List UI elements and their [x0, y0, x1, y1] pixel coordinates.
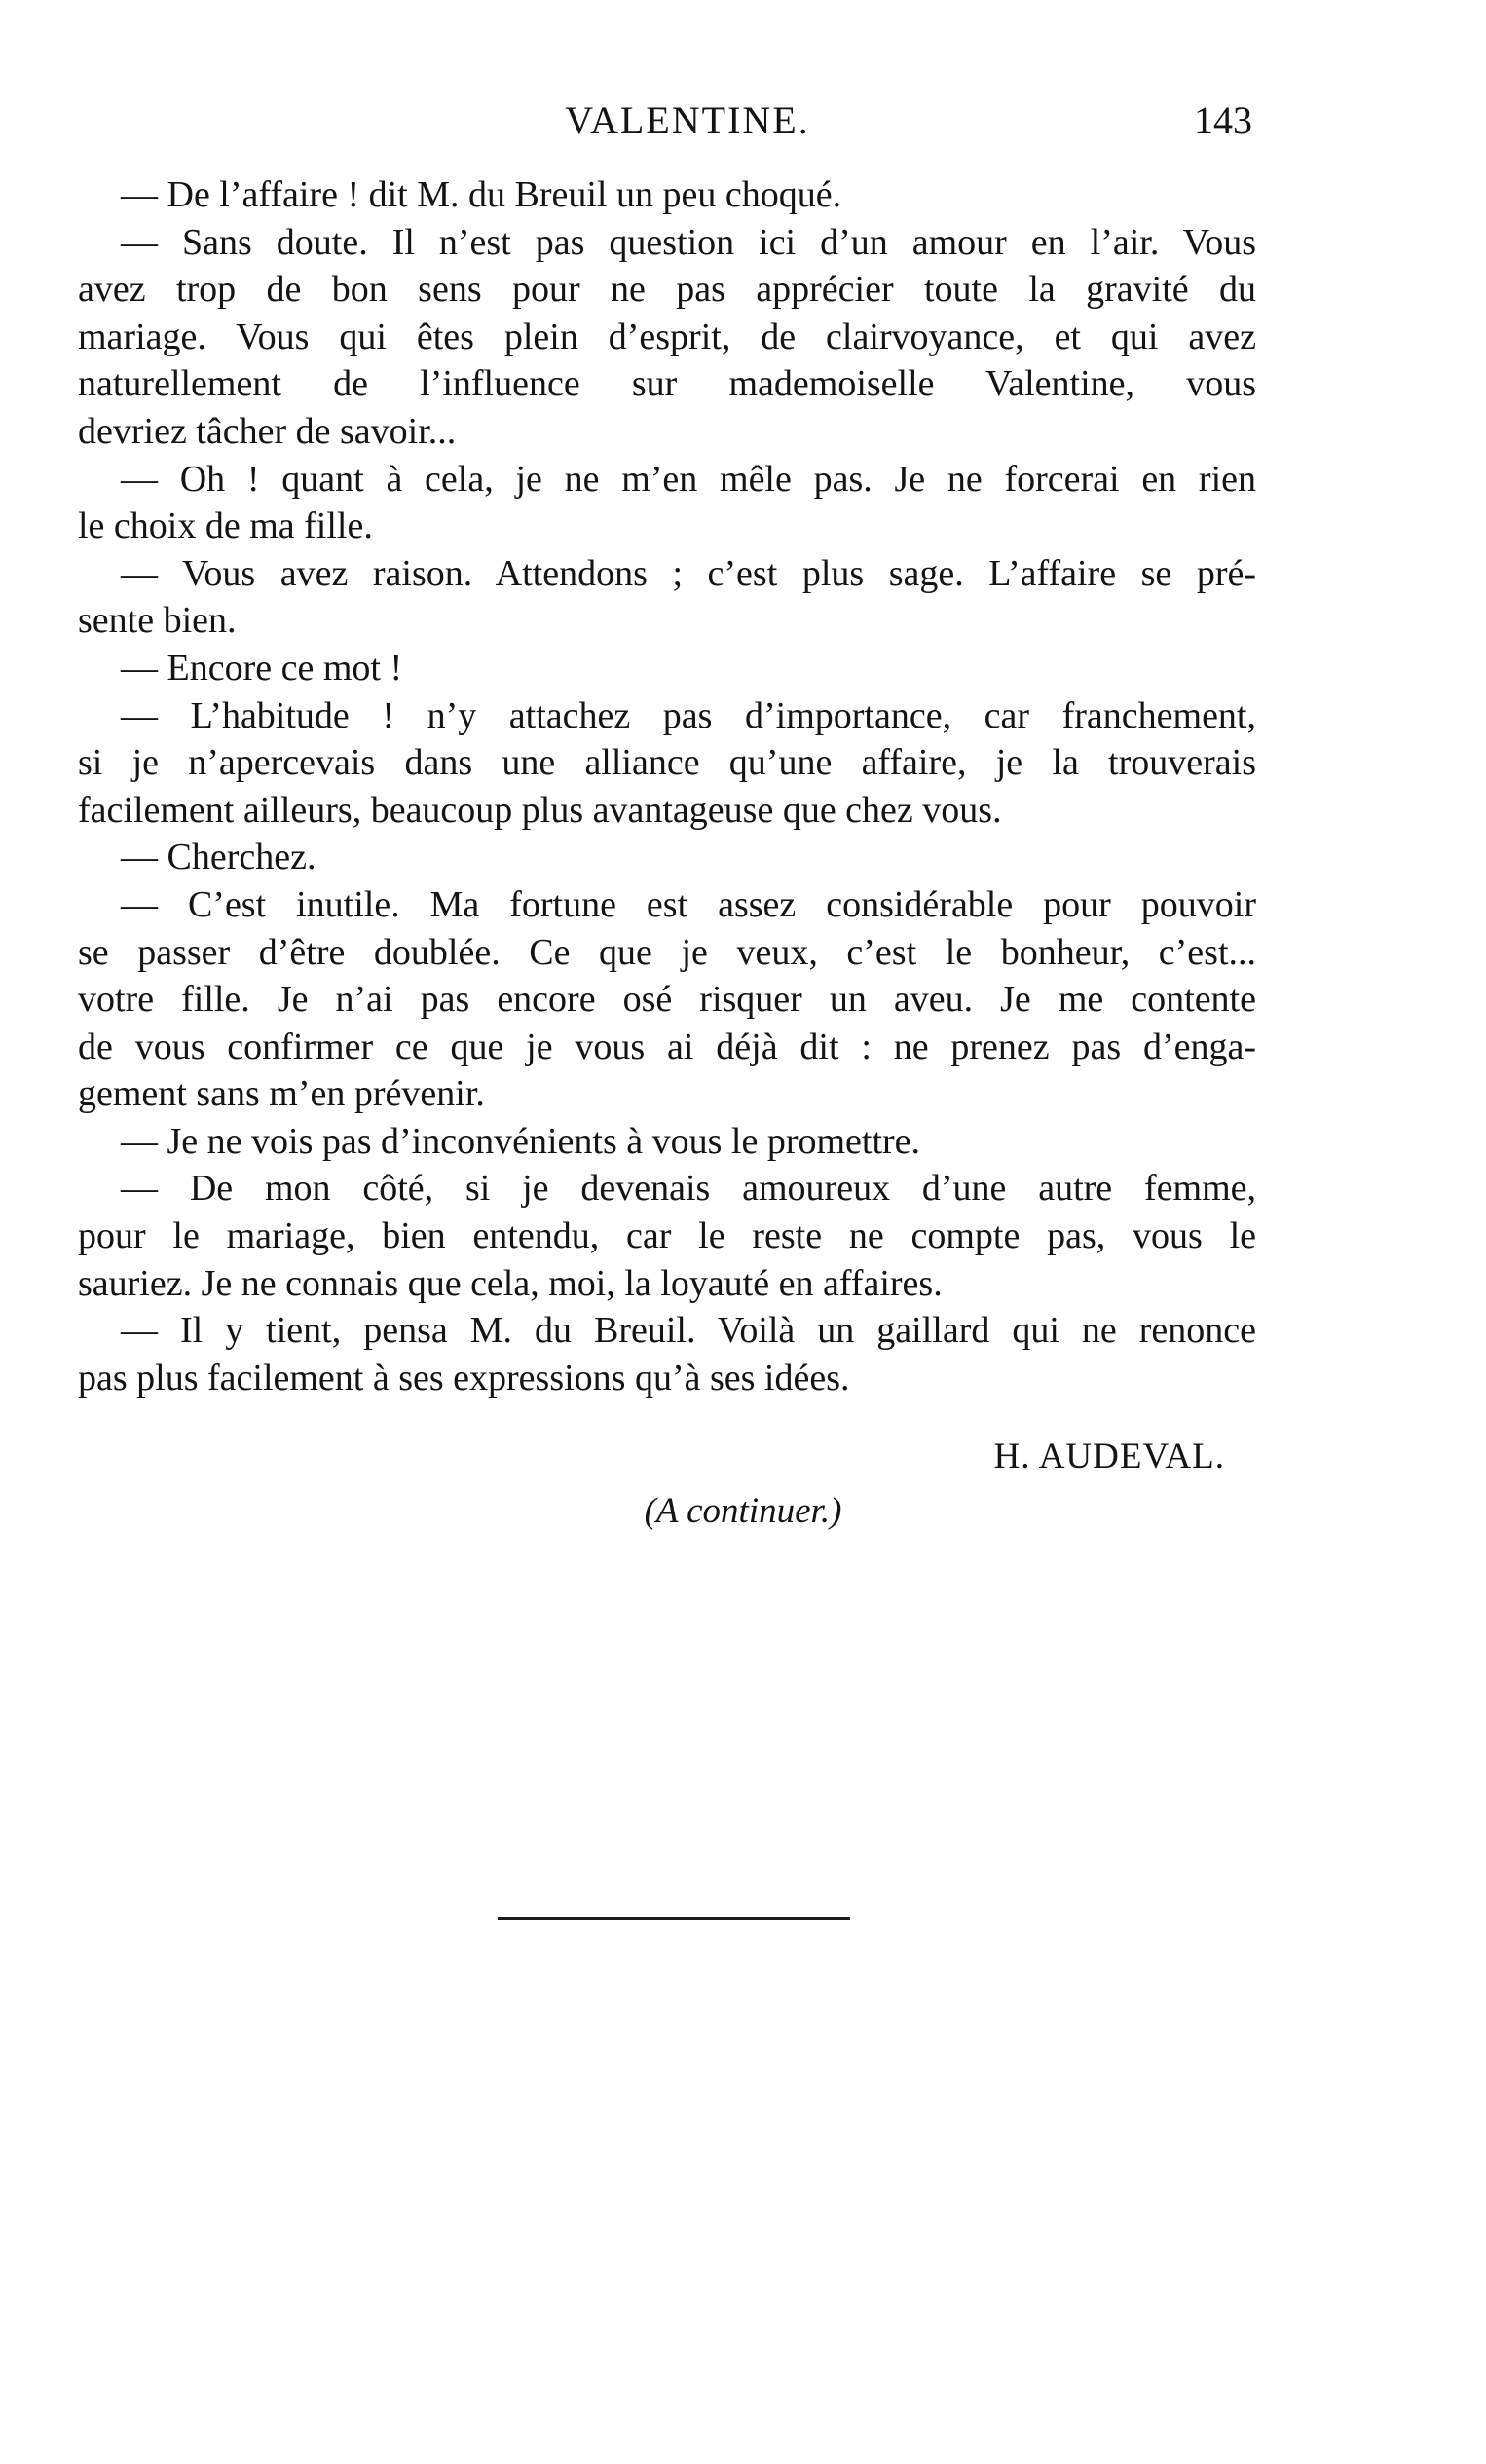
text-line: — Je ne vois pas d’inconvénients à vous le promettre. — [121, 1120, 921, 1162]
text-line: de vous confirmer ce que je vous ai déjà dit : ne prenez pas d’enga- — [78, 1026, 1256, 1067]
text-line: mariage. Vous qui êtes plein d’esprit, de clairvoyance, et qui avez — [78, 316, 1256, 357]
dialogue-text — [78, 171, 1256, 1401]
text-line: naturellement de l’influence sur mademoiselle Valentine, vous — [78, 363, 1256, 405]
end-rule — [498, 1917, 850, 1920]
text-line: sauriez. Je ne connais que cela, moi, la loyauté en affaires. — [78, 1262, 943, 1304]
text-line: — C’est inutile. Ma fortune est assez considérable pour pouvoir — [121, 883, 1256, 925]
text-line: devriez tâcher de savoir... — [78, 410, 457, 452]
running-title: VALENTINE. — [565, 98, 810, 142]
text-line: — Oh ! quant à cela, je ne m’en mêle pas. Je ne forcerai en rien — [121, 458, 1256, 500]
text-line: — Encore ce mot ! — [121, 647, 403, 689]
text-line: facilement ailleurs, beaucoup plus avantageuse que chez vous. — [78, 789, 1002, 831]
page-header — [123, 97, 1252, 156]
continuation-note: (A continuer.) — [644, 1491, 842, 1531]
text-line: avez trop de bon sens pour ne pas apprécier toute la gravité du — [78, 269, 1256, 311]
text-line: si je n’apercevais dans une alliance qu’une affaire, je la trouverais — [78, 742, 1256, 784]
text-line: — De mon côté, si je devenais amoureux d’une autre femme, — [121, 1168, 1256, 1210]
text-line: — Sans doute. Il n’est pas question ici d’un amour en l’air. Vous — [121, 221, 1256, 263]
text-line: — De l’affaire ! dit M. du Breuil un peu choqué. — [121, 174, 842, 215]
author-signature: H. AUDEVAL. — [993, 1437, 1225, 1476]
text-line: — Cherchez. — [121, 837, 316, 878]
text-line: le choix de ma fille. — [78, 505, 373, 547]
text-line: pour le mariage, bien entendu, car le reste ne compte pas, vous le — [78, 1215, 1256, 1257]
text-line: — Vous avez raison. Attendons ; c’est plus sage. L’affaire se pré- — [121, 552, 1256, 594]
text-line: gement sans m’en prévenir. — [78, 1073, 485, 1115]
text-line: — L’habitude ! n’y attachez pas d’importance, car franchement, — [121, 694, 1256, 736]
text-line: pas plus facilement à ses expressions qu’à ses idées. — [78, 1357, 850, 1399]
page-number: 143 — [1194, 98, 1252, 142]
text-line: se passer d’être doublée. Ce que je veux, c’est le bonheur, c’est... — [78, 931, 1256, 973]
text-line: sente bien. — [78, 600, 237, 642]
text-line: — Il y tient, pensa M. du Breuil. Voilà un gaillard qui ne renonce — [121, 1310, 1256, 1352]
text-line: votre fille. Je n’ai pas encore osé risquer un aveu. Je me contente — [78, 979, 1256, 1021]
